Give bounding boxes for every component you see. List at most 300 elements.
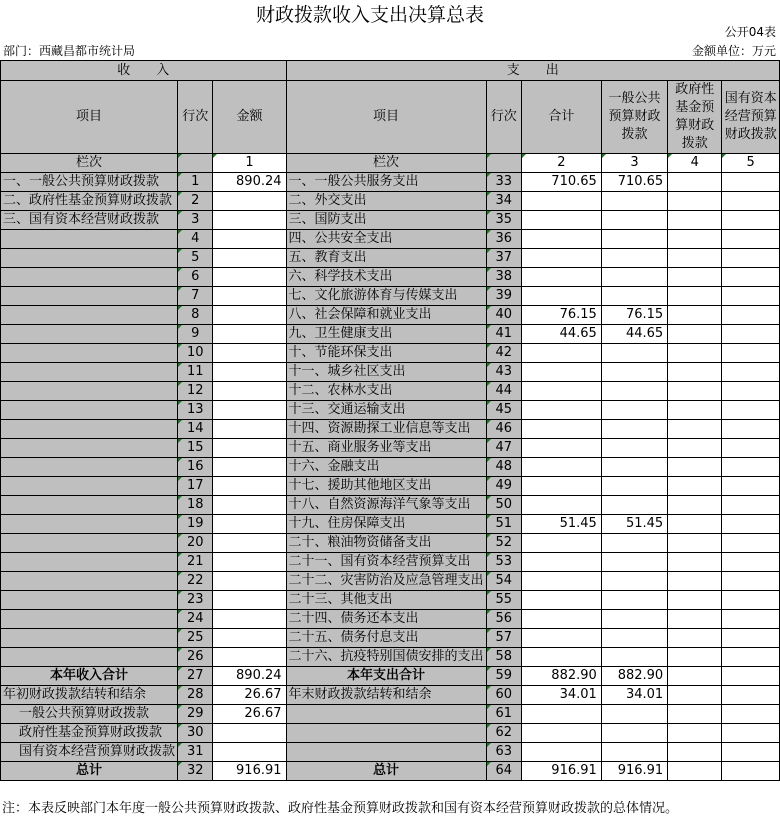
expense-item: 二、外交支出: [286, 192, 486, 211]
income-amount[interactable]: [213, 420, 286, 439]
income-row-no: 15: [178, 439, 213, 458]
expense-gen[interactable]: [601, 553, 667, 572]
income-amount[interactable]: [213, 629, 286, 648]
expense-gov-header: 政府性基金预算财政拨款: [668, 81, 722, 154]
table-row: [1, 363, 780, 382]
col-4: 4: [668, 154, 722, 173]
income-item: [1, 420, 178, 439]
income-item: [1, 306, 178, 325]
grand-total-right-no: 64: [486, 762, 521, 781]
expense-item: 二十五、债务付息支出: [286, 629, 486, 648]
expense-gen[interactable]: [601, 287, 667, 306]
income-item: [1, 553, 178, 572]
expense-header: 支 出: [286, 61, 779, 81]
table-row: [1, 268, 780, 287]
expense-gen[interactable]: [601, 496, 667, 515]
income-item: [1, 572, 178, 591]
expense-total-gov-value[interactable]: [668, 667, 722, 686]
expense-item: 十九、住房保障支出: [286, 515, 486, 534]
income-row-no: 3: [178, 211, 213, 230]
row-61-gov[interactable]: [668, 705, 722, 724]
income-amount[interactable]: [213, 401, 286, 420]
expense-state[interactable]: [722, 572, 780, 591]
expense-total[interactable]: [521, 610, 601, 629]
expense-item: 二十四、债务还本支出: [286, 610, 486, 629]
expense-gen[interactable]: [601, 230, 667, 249]
expense-item: 十七、援助其他地区支出: [286, 477, 486, 496]
income-amount[interactable]: [213, 591, 286, 610]
expense-gov[interactable]: [668, 363, 722, 382]
expense-gen[interactable]: 76.15: [601, 306, 667, 325]
expense-item-header: 项目: [286, 81, 486, 154]
expense-gen[interactable]: [601, 458, 667, 477]
expense-gen[interactable]: [601, 439, 667, 458]
income-amount[interactable]: [213, 306, 286, 325]
expense-gov[interactable]: [668, 591, 722, 610]
expense-state[interactable]: [722, 249, 780, 268]
grand-total-left-value[interactable]: 916.91: [213, 762, 286, 781]
income-amount[interactable]: [213, 230, 286, 249]
expense-item: 九、卫生健康支出: [286, 325, 486, 344]
income-row-no: 20: [178, 534, 213, 553]
expense-total[interactable]: [521, 420, 601, 439]
table-row: [1, 211, 780, 230]
table-row: [1, 325, 780, 344]
income-amount[interactable]: [213, 287, 286, 306]
expense-row-no: 58: [486, 648, 521, 667]
expense-total[interactable]: [521, 553, 601, 572]
income-item: [1, 401, 178, 420]
income-row-no: 5: [178, 249, 213, 268]
row-62-gen[interactable]: [601, 724, 667, 743]
expense-gov[interactable]: [668, 553, 722, 572]
row-61-state[interactable]: [722, 705, 780, 724]
expense-state[interactable]: [722, 287, 780, 306]
income-amount[interactable]: [213, 382, 286, 401]
expense-gov[interactable]: [668, 610, 722, 629]
income-row-no: 2: [178, 192, 213, 211]
expense-row-no: 54: [486, 572, 521, 591]
expense-state[interactable]: [722, 344, 780, 363]
expense-gov[interactable]: [668, 230, 722, 249]
expense-gov[interactable]: [668, 401, 722, 420]
grand-total-right-gen-value[interactable]: 916.91: [601, 762, 667, 781]
income-item: [1, 249, 178, 268]
expense-total[interactable]: 710.65: [521, 173, 601, 192]
table-row: [1, 420, 780, 439]
expense-gov[interactable]: [668, 629, 722, 648]
row-62-state[interactable]: [722, 724, 780, 743]
expense-gen[interactable]: [601, 363, 667, 382]
expense-item: 十六、金融支出: [286, 458, 486, 477]
income-total-value[interactable]: 890.24: [213, 667, 286, 686]
expense-gov[interactable]: [668, 477, 722, 496]
expense-row-no: 45: [486, 401, 521, 420]
expense-gov[interactable]: [668, 287, 722, 306]
expense-row-no: 36: [486, 230, 521, 249]
expense-state[interactable]: [722, 477, 780, 496]
expense-gen[interactable]: [601, 401, 667, 420]
expense-total-no: 59: [486, 667, 521, 686]
income-amount[interactable]: [213, 610, 286, 629]
expense-gov[interactable]: [668, 439, 722, 458]
expense-total[interactable]: [521, 458, 601, 477]
gen-carry-label: 一般公共预算财政拨款: [1, 705, 178, 724]
income-item: [1, 515, 178, 534]
income-amount[interactable]: [213, 648, 286, 667]
income-row-no: 6: [178, 268, 213, 287]
col-5: 5: [722, 154, 780, 173]
income-item: [1, 458, 178, 477]
grand-total-right-value[interactable]: 916.91: [521, 762, 601, 781]
table-row: [1, 173, 780, 192]
income-row-no: 9: [178, 325, 213, 344]
table-row: [1, 591, 780, 610]
form-code: 公开04表: [724, 25, 776, 39]
expense-gov[interactable]: [668, 458, 722, 477]
table-row: [1, 306, 780, 325]
expense-gen[interactable]: [601, 629, 667, 648]
expense-state[interactable]: [722, 458, 780, 477]
expense-row-no: 43: [486, 363, 521, 382]
expense-total[interactable]: [521, 496, 601, 515]
expense-gen[interactable]: [601, 211, 667, 230]
income-amount[interactable]: [213, 211, 286, 230]
expense-item: 十、节能环保支出: [286, 344, 486, 363]
income-row-no: 26: [178, 648, 213, 667]
income-amount[interactable]: [213, 496, 286, 515]
expense-row-no: 47: [486, 439, 521, 458]
table-row: [1, 382, 780, 401]
income-row-no: 19: [178, 515, 213, 534]
grand-total-left-label: 总计: [1, 762, 178, 781]
row-63-gen[interactable]: [601, 743, 667, 762]
expense-gov[interactable]: [668, 306, 722, 325]
expense-gen[interactable]: [601, 572, 667, 591]
carry-out-gov-value[interactable]: [668, 686, 722, 705]
income-amount[interactable]: [213, 515, 286, 534]
expense-gov[interactable]: [668, 496, 722, 515]
income-amount[interactable]: [213, 325, 286, 344]
expense-row-no: 50: [486, 496, 521, 515]
budget-table: [0, 60, 780, 781]
income-row-no: 24: [178, 610, 213, 629]
table-row: [1, 401, 780, 420]
expense-total[interactable]: [521, 572, 601, 591]
expense-row-no: 52: [486, 534, 521, 553]
income-amount[interactable]: [213, 572, 286, 591]
income-item: [1, 648, 178, 667]
row-63-label: [286, 743, 486, 762]
expense-state[interactable]: [722, 192, 780, 211]
income-item: [1, 363, 178, 382]
expense-row-no: 56: [486, 610, 521, 629]
income-row-no: 17: [178, 477, 213, 496]
expense-state[interactable]: [722, 173, 780, 192]
income-item: [1, 477, 178, 496]
income-row-no: 16: [178, 458, 213, 477]
table-row: [1, 515, 780, 534]
col-label-right-no: [486, 154, 521, 173]
expense-gov[interactable]: [668, 534, 722, 553]
income-row-no: 18: [178, 496, 213, 515]
expense-gov[interactable]: [668, 572, 722, 591]
expense-gen-header: 一般公共预算财政拨款: [601, 81, 667, 154]
expense-gov[interactable]: [668, 325, 722, 344]
expense-item: 六、科学技术支出: [286, 268, 486, 287]
footnote: 注：本表反映部门本年度一般公共预算财政拨款、政府性基金预算财政拨款和国有资本经营预算财政拨款的总体情况。: [2, 801, 679, 816]
state-carry-value[interactable]: [213, 743, 286, 762]
gen-carry-value[interactable]: 26.67: [213, 705, 286, 724]
table-row: [1, 553, 780, 572]
expense-item: 二十二、灾害防治及应急管理支出: [286, 572, 486, 591]
expense-gen[interactable]: [601, 420, 667, 439]
report-title: 财政拨款收入支出决算总表: [255, 4, 484, 26]
income-item: [1, 534, 178, 553]
income-total-no: 27: [178, 667, 213, 686]
income-amount[interactable]: [213, 192, 286, 211]
row-62-no: 62: [486, 724, 521, 743]
expense-item: 十三、交通运输支出: [286, 401, 486, 420]
expense-item: 十一、城乡社区支出: [286, 363, 486, 382]
expense-row-no: 53: [486, 553, 521, 572]
expense-total[interactable]: 51.45: [521, 515, 601, 534]
income-amount[interactable]: [213, 249, 286, 268]
expense-total-state-value[interactable]: [722, 667, 780, 686]
expense-gen[interactable]: [601, 648, 667, 667]
expense-total-value[interactable]: 882.90: [521, 667, 601, 686]
income-total-label: 本年收入合计: [1, 667, 178, 686]
expense-row-no: 34: [486, 192, 521, 211]
expense-gen[interactable]: [601, 344, 667, 363]
expense-gov[interactable]: [668, 382, 722, 401]
income-amount[interactable]: 890.24: [213, 173, 286, 192]
income-header: 收 入: [1, 61, 287, 81]
expense-state[interactable]: [722, 610, 780, 629]
expense-gen[interactable]: 710.65: [601, 173, 667, 192]
income-item: [1, 382, 178, 401]
expense-total[interactable]: [521, 534, 601, 553]
income-row-no: 12: [178, 382, 213, 401]
col-label-right: 栏次: [286, 154, 486, 173]
income-amount[interactable]: [213, 363, 286, 382]
col-label-left: 栏次: [1, 154, 178, 173]
expense-gov[interactable]: [668, 515, 722, 534]
carry-in-value[interactable]: 26.67: [213, 686, 286, 705]
expense-state[interactable]: [722, 268, 780, 287]
carry-out-state-value[interactable]: [722, 686, 780, 705]
expense-total[interactable]: [521, 477, 601, 496]
expense-item: 二十三、其他支出: [286, 591, 486, 610]
row-63-total[interactable]: [521, 743, 601, 762]
carry-out-label: 年末财政拨款结转和结余: [286, 686, 486, 705]
income-row-no: 7: [178, 287, 213, 306]
expense-item: 二十、粮油物资储备支出: [286, 534, 486, 553]
expense-gen[interactable]: [601, 591, 667, 610]
table-row: [1, 249, 780, 268]
grand-total-right-state-value[interactable]: [722, 762, 780, 781]
expense-total[interactable]: [521, 591, 601, 610]
grand-total-right-gov-value[interactable]: [668, 762, 722, 781]
table-row: [1, 477, 780, 496]
expense-total[interactable]: [521, 268, 601, 287]
gov-carry-no: 30: [178, 724, 213, 743]
unit-label: 金额单位：万元: [691, 44, 776, 58]
expense-total-label: 本年支出合计: [286, 667, 486, 686]
expense-total[interactable]: [521, 249, 601, 268]
expense-gov[interactable]: [668, 268, 722, 287]
income-item: 一、一般公共预算财政拨款: [1, 173, 178, 192]
expense-total[interactable]: [521, 363, 601, 382]
expense-gov[interactable]: [668, 192, 722, 211]
expense-item: 十五、商业服务业等支出: [286, 439, 486, 458]
grand-total-left-no: 32: [178, 762, 213, 781]
expense-item: 四、公共安全支出: [286, 230, 486, 249]
expense-state[interactable]: [722, 306, 780, 325]
income-row-no: 10: [178, 344, 213, 363]
expense-total[interactable]: 44.65: [521, 325, 601, 344]
expense-total[interactable]: [521, 629, 601, 648]
row-62-total[interactable]: [521, 724, 601, 743]
income-amount[interactable]: [213, 477, 286, 496]
income-amount[interactable]: [213, 458, 286, 477]
expense-total-gen-value[interactable]: 882.90: [601, 667, 667, 686]
col-1: 1: [213, 154, 286, 173]
carry-out-gen-value[interactable]: 34.01: [601, 686, 667, 705]
carry-out-value[interactable]: 34.01: [521, 686, 601, 705]
table-row: [1, 344, 780, 363]
expense-total[interactable]: [521, 382, 601, 401]
expense-total[interactable]: 76.15: [521, 306, 601, 325]
expense-total[interactable]: [521, 230, 601, 249]
expense-state[interactable]: [722, 439, 780, 458]
income-item: [1, 610, 178, 629]
expense-gen[interactable]: [601, 268, 667, 287]
income-item: [1, 268, 178, 287]
income-item: 二、政府性基金预算财政拨款: [1, 192, 178, 211]
income-row-no-header: 行次: [178, 81, 213, 154]
expense-gen[interactable]: [601, 192, 667, 211]
expense-gen[interactable]: [601, 534, 667, 553]
row-63-gov[interactable]: [668, 743, 722, 762]
income-amount[interactable]: [213, 439, 286, 458]
expense-row-no: 44: [486, 382, 521, 401]
expense-gen[interactable]: 51.45: [601, 515, 667, 534]
expense-total[interactable]: [521, 344, 601, 363]
expense-row-no-header: 行次: [486, 81, 521, 154]
row-63-no: 63: [486, 743, 521, 762]
expense-gen[interactable]: [601, 382, 667, 401]
expense-row-no: 51: [486, 515, 521, 534]
table-row: [1, 534, 780, 553]
row-61-total[interactable]: [521, 705, 601, 724]
expense-item: 十二、农林水支出: [286, 382, 486, 401]
income-row-no: 8: [178, 306, 213, 325]
expense-state[interactable]: [722, 553, 780, 572]
expense-total[interactable]: [521, 211, 601, 230]
expense-total[interactable]: [521, 287, 601, 306]
expense-gen[interactable]: [601, 610, 667, 629]
expense-gov[interactable]: [668, 249, 722, 268]
grand-total-right-label: 总计: [286, 762, 486, 781]
income-amount[interactable]: [213, 268, 286, 287]
expense-gen[interactable]: 44.65: [601, 325, 667, 344]
state-carry-no: 31: [178, 743, 213, 762]
row-62-gov[interactable]: [668, 724, 722, 743]
expense-row-no: 46: [486, 420, 521, 439]
expense-gen[interactable]: [601, 249, 667, 268]
expense-state[interactable]: [722, 648, 780, 667]
expense-total[interactable]: [521, 192, 601, 211]
gov-carry-value[interactable]: [213, 724, 286, 743]
expense-state[interactable]: [722, 629, 780, 648]
expense-state[interactable]: [722, 515, 780, 534]
expense-item: 二十六、抗疫特别国债安排的支出: [286, 648, 486, 667]
expense-state[interactable]: [722, 496, 780, 515]
table-row: [1, 496, 780, 515]
income-row-no: 4: [178, 230, 213, 249]
expense-state[interactable]: [722, 401, 780, 420]
col-3: 3: [601, 154, 667, 173]
expense-state[interactable]: [722, 230, 780, 249]
expense-row-no: 42: [486, 344, 521, 363]
row-61-gen[interactable]: [601, 705, 667, 724]
income-row-no: 1: [178, 173, 213, 192]
income-row-no: 23: [178, 591, 213, 610]
expense-row-no: 40: [486, 306, 521, 325]
expense-row-no: 49: [486, 477, 521, 496]
expense-row-no: 35: [486, 211, 521, 230]
table-row: [1, 458, 780, 477]
expense-total[interactable]: [521, 439, 601, 458]
table-row: [1, 610, 780, 629]
income-amount[interactable]: [213, 344, 286, 363]
expense-state[interactable]: [722, 363, 780, 382]
expense-state[interactable]: [722, 420, 780, 439]
expense-gov[interactable]: [668, 173, 722, 192]
expense-row-no: 33: [486, 173, 521, 192]
expense-gov[interactable]: [668, 420, 722, 439]
income-amount[interactable]: [213, 534, 286, 553]
expense-state[interactable]: [722, 534, 780, 553]
expense-gov[interactable]: [668, 344, 722, 363]
row-63-state[interactable]: [722, 743, 780, 762]
expense-state-header: 国有资本经营预算财政拨款: [722, 81, 780, 154]
income-item: [1, 344, 178, 363]
expense-total[interactable]: [521, 648, 601, 667]
expense-gov[interactable]: [668, 648, 722, 667]
row-61-no: 61: [486, 705, 521, 724]
expense-state[interactable]: [722, 211, 780, 230]
expense-state[interactable]: [722, 591, 780, 610]
expense-item: 十八、自然资源海洋气象等支出: [286, 496, 486, 515]
expense-total[interactable]: [521, 401, 601, 420]
expense-gov[interactable]: [668, 211, 722, 230]
income-row-no: 11: [178, 363, 213, 382]
expense-state[interactable]: [722, 382, 780, 401]
carry-out-no: 60: [486, 686, 521, 705]
expense-row-no: 41: [486, 325, 521, 344]
table-row: [1, 192, 780, 211]
expense-gen[interactable]: [601, 477, 667, 496]
gen-carry-no: 29: [178, 705, 213, 724]
expense-row-no: 39: [486, 287, 521, 306]
department-label: 部门：西藏昌都市统计局: [3, 44, 136, 58]
col-2: 2: [521, 154, 601, 173]
expense-state[interactable]: [722, 325, 780, 344]
table-row: [1, 648, 780, 667]
income-amount[interactable]: [213, 553, 286, 572]
